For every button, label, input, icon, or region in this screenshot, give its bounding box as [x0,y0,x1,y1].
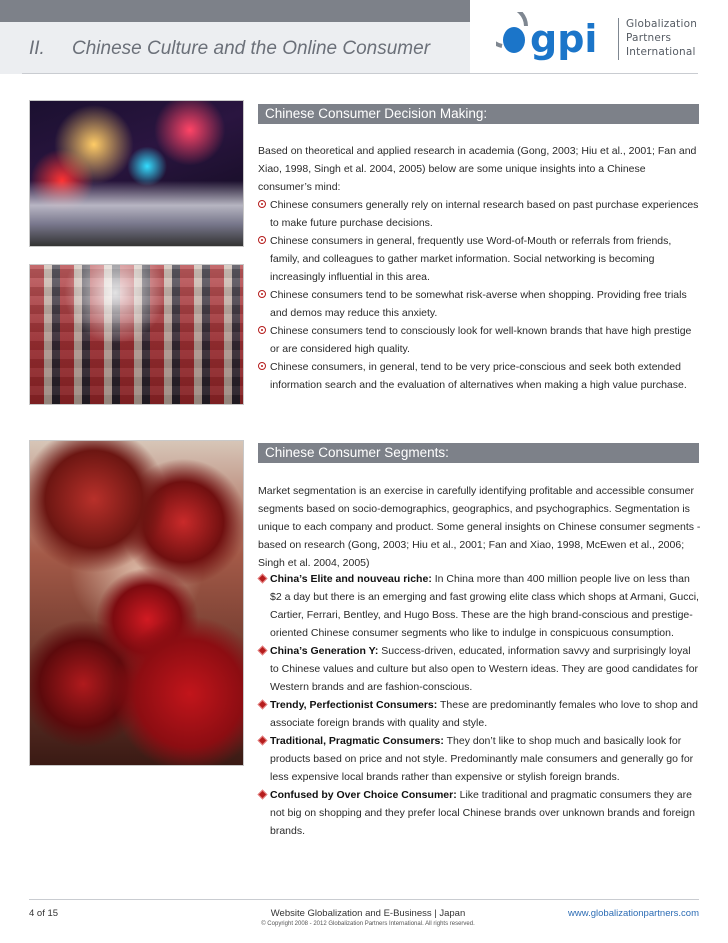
segment-title: Traditional, Pragmatic Consumers: [270,735,444,747]
list-item [258,786,702,840]
segment-title: China’s Elite and nouveau riche: [270,573,432,585]
red-lanterns-photo [29,440,244,766]
list-item [258,196,702,232]
list-item [258,358,702,394]
section-number: II. [29,38,45,59]
segment-text: These are predominantly females who love to shop and associate foreign brands with quality and style. [270,699,698,729]
logo-line-1: Globalization [626,18,698,30]
list-item-text: Chinese consumers in general, frequently use Word-of-Mouth or referrals from friends, family, and colleagues to gather market information. Social networking is becoming increasingly influential in this area. [270,235,672,283]
circle-bullet-icon [258,236,266,244]
header-bar [0,0,470,22]
diamond-bullet-icon [258,736,268,746]
list-item [258,732,702,786]
segment-text: Success-driven, educated, information savvy and surprisingly loyal to Chinese values and culture but also open to Western ideas. They are good candidates for Western brands and are fashion-conscious. [270,645,699,693]
circle-bullet-icon [258,290,266,298]
list-item [258,642,702,696]
diamond-bullet-icon [258,646,268,656]
decision-making-heading-bar [258,104,699,124]
consumer-segments-heading: Chinese Consumer Segments: [265,445,449,460]
gpi-logo [496,12,706,64]
segment-title: China’s Generation Y: [270,645,379,657]
consumer-segments-list [258,570,702,840]
decision-making-intro: Based on theoretical and applied research in academia (Gong, 2003; Hiu et al., 2001; Fan and Xiao, 1998, Singh et al. 2004, 2005) below are some unique insights into a Chinese consumer’s mind: [258,145,697,193]
circle-bullet-icon [258,326,266,334]
gpi-logo-mark-icon [496,12,616,64]
section-title: Chinese Culture and the Online Consumer [72,38,431,59]
list-item-text: Chinese consumers, in general, tend to be very price-conscious and seek both extended information search and the evaluation of alternatives when making a high value purchase. [270,361,687,391]
list-item-text: Chinese consumers generally rely on internal research based on past purchase experiences to make future purchase decisions. [270,199,699,229]
decision-making-heading: Chinese Consumer Decision Making: [265,106,488,121]
footer-divider [29,899,699,900]
segment-title: Confused by Over Choice Consumer: [270,789,457,801]
footer-website-link[interactable]: www.globalizationpartners.com [568,908,699,919]
decision-making-list [258,196,702,394]
segment-text: Like traditional and pragmatic consumers they are not big on shopping and they prefer local Chinese brands over unknown brands and foreign brands. [270,789,695,837]
segment-text: They don’t like to shop much and basically look for products based on price and not style. Predominantly male consumers and generally go for less expensive local brands rather than expensive or stylish foreign brands. [270,735,694,783]
logo-line-2: Partners [626,32,672,44]
segment-text: In China more than 400 million people live on less than $2 a day but there is an emerging and fast growing elite class which shops at Armani, Gucci, Cartier, Ferrari, Bentley, and Hugo Boss. These are the high brand-conscious and prestige-oriented Chinese consumer segments who like to indulge in conspicuous consumption. [270,573,699,639]
logo-divider [618,18,619,60]
segment-title: Trendy, Perfectionist Consumers: [270,699,438,711]
list-item [258,322,702,358]
logo-line-3: International [626,46,696,58]
consumer-segments-intro: Market segmentation is an exercise in carefully identifying profitable and accessible consumer segments based on socio-demographics, geographics, and psychographics. Segmentation is unique to each company and product. Some general insights on Chinese consumer segments - based on research (Gong, 2003; Hiu et al., 2001; Fan and Xiao, 1998, McEwen et al., 2006; Singh et al. 2004, 2005) [258,485,701,569]
page-number: 4 of 15 [29,908,59,919]
diamond-bullet-icon [258,700,268,710]
diamond-bullet-icon [258,574,268,584]
diamond-bullet-icon [258,790,268,800]
list-item [258,286,702,322]
hong-kong-street-photo [29,100,244,247]
consumer-segments-heading-bar [258,443,699,463]
list-item-text: Chinese consumers tend to be somewhat risk-averse when shopping. Providing free trials and demos may reduce this anxiety. [270,289,687,319]
list-item [258,570,702,642]
shop-signs-photo [29,264,244,405]
list-item-text: Chinese consumers tend to consciously look for well-known brands that have high prestige or are considered high quality. [270,325,692,355]
circle-bullet-icon [258,200,266,208]
footer-title: Website Globalization and E-Business | Japan [270,908,466,919]
list-item [258,696,702,732]
logo-mark-text: gpi [530,17,598,61]
circle-bullet-icon [258,362,266,370]
header-divider [22,73,698,74]
list-item [258,232,702,286]
footer-copyright: © Copyright 2008 - 2012 Globalization Partners International. All rights reserved. [261,921,475,927]
